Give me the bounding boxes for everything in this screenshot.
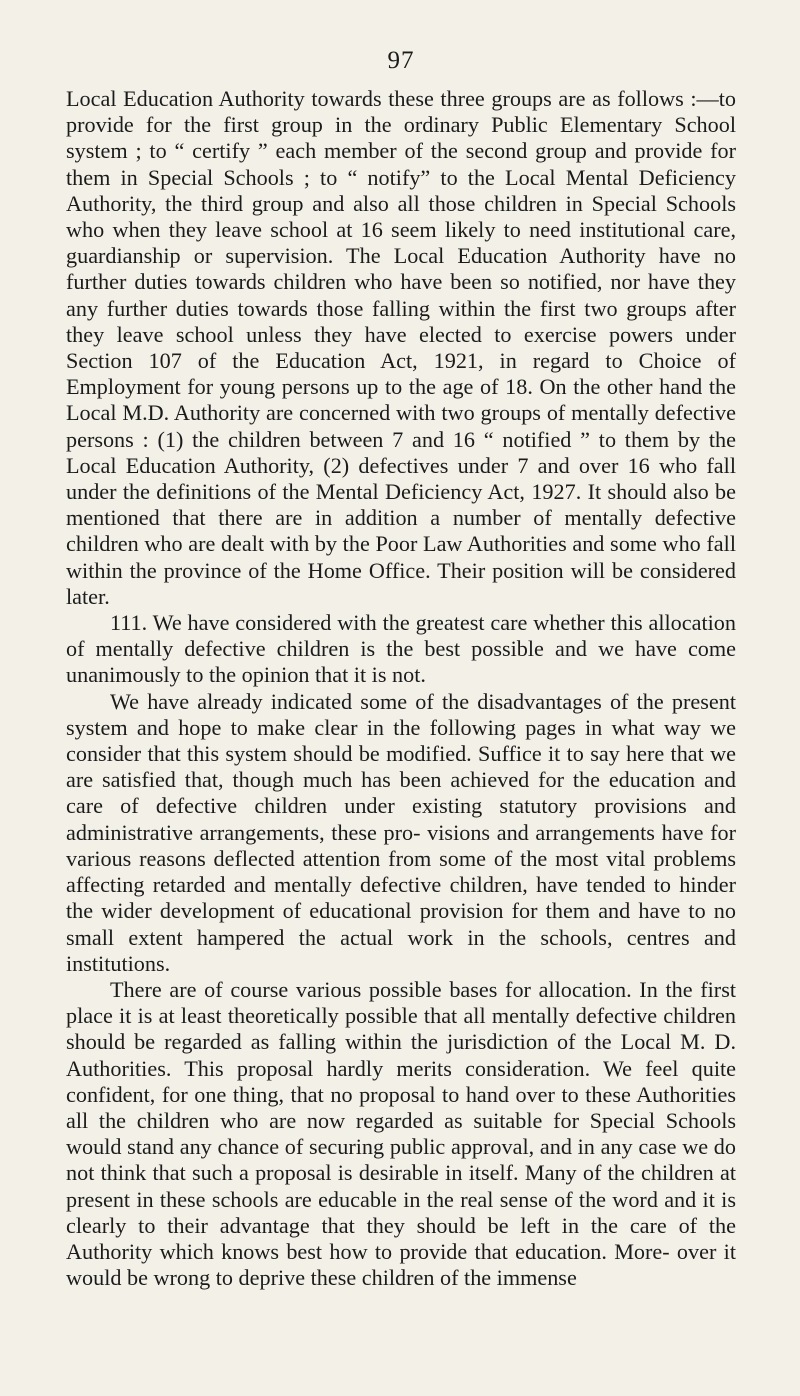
paragraph-bases-for-allocation: There are of course various possible bases for allocation. In the first place it is at least theoretically possible that all mentally defective children should be regarded as falling within the jurisdiction of the Local M. D. Authorities. This proposal hardly merits consideration. We feel quite confident, for one thing, that no proposal to hand over to these Authorities all the children who are now regarded as suitable for Special Schools would stand any chance of securing public approval, and in any case we do not think that such a proposal is desirable in itself. Many of the children at present in these schools are educable in the real sense of the word and it is clearly to their advantage that they should be left in the care of the Authority which knows best how to provide that education. More- over it would be wrong to deprive these children of the immense [66,976,736,1291]
page-number: 97 [387,47,415,74]
paragraph-disadvantages: We have already indicated some of the disadvantages of the present system and hope to make clear in the following pages in what way we consider that this system should be modified. Suffice it to say here that we are satisfied that, though much has been achieved for the education and care of defective children under existing statutory provisions and administrative arrangements, these pro- visions and arrangements have for various reasons deflected attention from some of the most vital problems affecting retarded and mentally defective children, have tended to hinder the wider development of educational provision for them and have to no small extent hampered the actual work in the schools, centres and institutions. [66,688,736,976]
body-text [66,86,736,1291]
paragraph-111: 111. We have considered with the greatest care whether this allocation of mentally defective children is the best possible and we have come unanimously to the opinion that it is not. [66,610,736,688]
paragraph-allocation-duties: Local Education Authority towards these three groups are as follows :—to provide for the first group in the ordinary Public Elementary School system ; to “ certify ” each member of the second group and provide for them in Special Schools ; to “ notify” to the Local Mental Deficiency Authority, the third group and also all those children in Special Schools who when they leave school at 16 seem likely to need institutional care, guardianship or supervision. The Local Education Authority have no further duties towards children who have been so notified, nor have they any further duties towards those falling within the first two groups after they leave school unless they have elected to exercise powers under Section 107 of the Education Act, 1921, in regard to Choice of Employment for young persons up to the age of 18. On the other hand the Local M.D. Authority are concerned with two groups of mentally defective persons : (1) the children between 7 and 16 “ notified ” to them by the Local Education Authority, (2) defectives under 7 and over 16 who fall under the definitions of the Mental Deficiency Act, 1927. It should also be mentioned that there are in addition a number of mentally defective children who are dealt with by the Poor Law Authorities and some who fall within the province of the Home Office. Their position will be considered later. [66,86,736,609]
